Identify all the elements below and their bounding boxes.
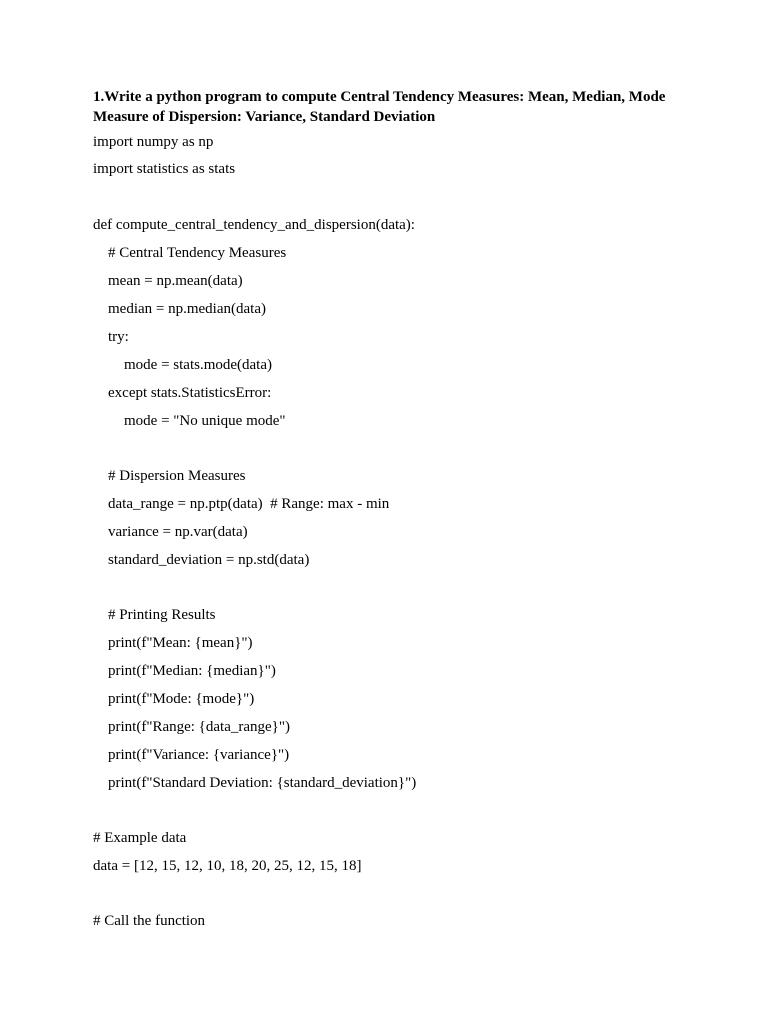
code-line: print(f"Median: {median}") [108, 663, 276, 679]
code-line: variance = np.var(data) [108, 524, 248, 540]
code-line: # Call the function [93, 913, 206, 929]
code-line: # Printing Results [108, 607, 216, 623]
code-line: import statistics as stats [93, 161, 236, 177]
code-line: # Example data [93, 830, 187, 846]
code-line: print(f"Variance: {variance}") [108, 747, 290, 763]
code-line: import numpy as np [93, 134, 214, 150]
question-heading: 1.Write a python program to compute Central Tendency Measures: Mean, Median, Mode Measure of Dispersion: Variance, Standard Deviation [93, 89, 666, 125]
code-line: # Dispersion Measures [108, 468, 246, 484]
code-line: data_range = np.ptp(data) # Range: max - min [108, 496, 390, 512]
code-line: # Central Tendency Measures [108, 245, 287, 261]
code-line: mode = "No unique mode" [124, 413, 286, 429]
code-line: median = np.median(data) [108, 301, 266, 317]
code-line: print(f"Standard Deviation: {standard_deviation}") [108, 775, 417, 791]
code-line: standard_deviation = np.std(data) [108, 552, 310, 568]
code-line: print(f"Range: {data_range}") [108, 719, 290, 735]
code-line: try: [108, 329, 129, 345]
code-line: except stats.StatisticsError: [108, 385, 272, 401]
code-line: print(f"Mean: {mean}") [108, 635, 253, 651]
code-line: mode = stats.mode(data) [124, 357, 273, 373]
code-line: data = [12, 15, 12, 10, 18, 20, 25, 12, 15, 18] [93, 858, 362, 874]
code-line: def compute_central_tendency_and_dispersion(data): [93, 217, 415, 233]
code-line: print(f"Mode: {mode}") [108, 691, 255, 707]
code-line: mean = np.mean(data) [108, 273, 243, 289]
